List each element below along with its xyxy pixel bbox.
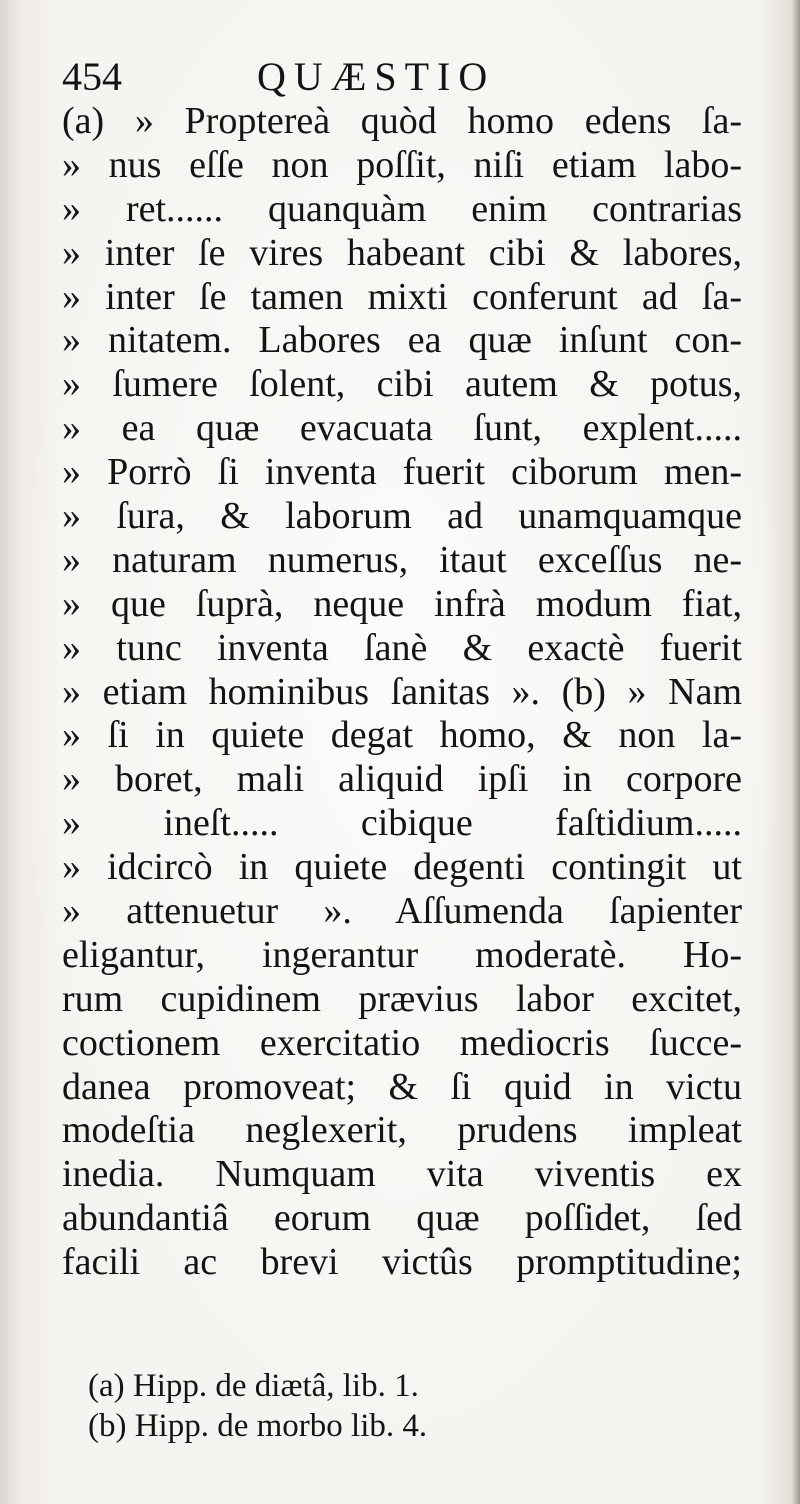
- text-line: » idcircò in quiete degenti contingit ut: [62, 846, 742, 889]
- page-edge-shadow: [792, 0, 800, 1504]
- text-line: » inter ſe tamen mixti conferunt ad ſa-: [62, 275, 742, 318]
- text-line: » nitatem. Labores ea quæ inſunt con-: [62, 319, 742, 362]
- text-line: » Porrò ſi inventa fuerit ciborum men-: [62, 451, 742, 494]
- text-line: facili ac brevi victûs promptitudine;: [62, 1241, 742, 1284]
- page-header: [62, 52, 762, 102]
- running-title: QUÆSTIO: [257, 54, 496, 99]
- text-line: » ſura, & laborum ad unamquamque: [62, 495, 742, 538]
- text-line: » ſi in quiete degat homo, & non la-: [62, 714, 742, 757]
- text-line: » tunc inventa ſanè & exactè fuerit: [62, 626, 742, 669]
- body-text: [62, 100, 742, 1285]
- text-line: » boret, mali aliquid ipſi in corpore: [62, 758, 742, 801]
- text-line: » nus eſſe non poſſit, niſi etiam labo-: [62, 143, 742, 186]
- text-line: modeſtia neglexerit, prudens impleat: [62, 1109, 742, 1152]
- text-line: coctionem exercitatio mediocris ſucce-: [62, 1021, 742, 1064]
- text-line: inedia. Numquam vita viventis ex: [62, 1153, 742, 1196]
- text-line: » que ſuprà, neque infrà modum fiat,: [62, 582, 742, 625]
- footnote: (b) Hipp. de morbo lib. 4.: [88, 1408, 428, 1444]
- text-line: abundantiâ eorum quæ poſſidet, ſed: [62, 1197, 742, 1240]
- text-line: » naturam numerus, itaut exceſſus ne-: [62, 538, 742, 581]
- text-line: » ineſt..... cibique faſtidium.....: [62, 802, 742, 845]
- text-line: (a) » Proptereà quòd homo edens ſa-: [62, 100, 742, 142]
- page-number: 454: [62, 54, 122, 99]
- text-line: » attenuetur ». Aſſumenda ſapienter: [62, 890, 742, 933]
- text-line: danea promoveat; & ſi quid in victu: [62, 1065, 742, 1108]
- text-line: » ret...... quanquàm enim contrarias: [62, 187, 742, 230]
- text-line: » inter ſe vires habeant cibi & labores,: [62, 231, 742, 274]
- text-line: eligantur, ingerantur moderatè. Ho-: [62, 933, 742, 976]
- footnote: (a) Hipp. de diætâ, lib. 1.: [88, 1368, 419, 1404]
- text-line: » ea quæ evacuata ſunt, explent.....: [62, 407, 742, 450]
- text-line: rum cupidinem prævius labor excitet,: [62, 977, 742, 1020]
- text-line: » etiam hominibus ſanitas ». (b) » Nam: [62, 670, 742, 713]
- footnotes: [88, 1366, 648, 1446]
- text-line: » ſumere ſolent, cibi autem & potus,: [62, 363, 742, 406]
